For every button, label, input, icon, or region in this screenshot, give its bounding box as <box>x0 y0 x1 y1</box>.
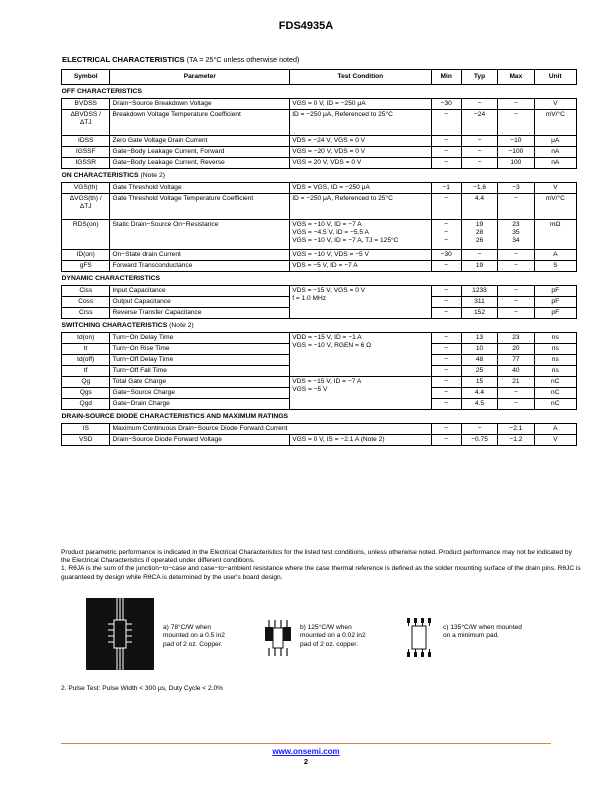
parameter-cell: Gate−Body Leakage Current, Reverse <box>110 158 290 169</box>
min-cell: − <box>431 424 461 435</box>
unit-cell: mV/°C <box>534 110 576 136</box>
table-title <box>62 55 299 64</box>
condition-cell <box>290 286 431 319</box>
condition-line: VGS = −10 V, ID = −7 A <box>292 221 362 228</box>
caption-line: on a minimum pad. <box>443 632 500 640</box>
symbol-cell: Qgd <box>62 399 110 410</box>
typ-cell <box>461 220 497 250</box>
section-note: (Note 2) <box>169 322 194 329</box>
typ-cell: −0.75 <box>461 435 497 446</box>
unit-cell: ns <box>534 366 576 377</box>
caption-line: pad of 2 oz. Copper. <box>163 640 223 648</box>
condition-cell: VDS = VGS, ID = −250 μA <box>290 183 431 194</box>
footer-divider <box>61 743 551 744</box>
unit-cell: pF <box>534 297 576 308</box>
condition-cell: VGS = −10 V, VDS = −5 V <box>290 250 431 261</box>
unit-cell: mV/°C <box>534 194 576 220</box>
unit-cell: nA <box>534 158 576 169</box>
table-row <box>62 194 577 220</box>
max-cell: 23 <box>498 333 534 344</box>
min-line: − <box>444 221 449 228</box>
so8-package-icon <box>404 617 434 659</box>
unit-cell: ns <box>534 344 576 355</box>
parameter-cell: Total Gate Charge <box>110 377 290 388</box>
table-row <box>62 286 577 297</box>
typ-cell: − <box>461 136 497 147</box>
typ-cell: − <box>461 147 497 158</box>
section-title: DYNAMIC CHARACTERISTICS <box>62 272 577 286</box>
max-cell: −2.1 <box>498 424 534 435</box>
max-cell: 77 <box>498 355 534 366</box>
typ-line: 19 <box>475 221 484 228</box>
min-cell: − <box>431 158 461 169</box>
typ-cell: 152 <box>461 308 497 319</box>
symbol-cell: tf <box>62 366 110 377</box>
min-cell: − <box>431 136 461 147</box>
condition-cell <box>290 377 431 410</box>
parameter-cell: Turn−Off Fall Time <box>110 366 290 377</box>
condition-cell: ID = −250 μA, Referenced to 25°C <box>290 110 431 136</box>
symbol-cell: td(off) <box>62 355 110 366</box>
table-row <box>62 99 577 110</box>
typ-cell: 4.5 <box>461 399 497 410</box>
col-typ: Typ <box>461 70 497 85</box>
table-row <box>62 261 577 272</box>
symbol-cell: Coss <box>62 297 110 308</box>
max-line: 35 <box>512 229 520 236</box>
table-row <box>62 136 577 147</box>
parameter-cell: Gate Threshold Voltage <box>110 183 290 194</box>
typ-cell: −24 <box>461 110 497 136</box>
min-cell: − <box>431 366 461 377</box>
symbol-cell: VGS(th) <box>62 183 110 194</box>
condition-line: VGS = −10 V, ID = −7 A, TJ = 125°C <box>292 237 399 244</box>
section-on <box>62 169 577 183</box>
caption-line: mounted on a 0.5 in2 <box>163 632 225 640</box>
part-number-header: FDS4935A <box>278 20 334 32</box>
typ-cell: − <box>461 250 497 261</box>
condition-cell: VGS = 0 V, IS = −2.1 A (Note 2) <box>290 435 431 446</box>
max-cell: − <box>498 250 534 261</box>
table-row <box>62 250 577 261</box>
min-cell: − <box>431 377 461 388</box>
parameter-cell: Input Capacitance <box>110 286 290 297</box>
typ-cell: − <box>461 99 497 110</box>
max-cell: − <box>498 286 534 297</box>
disclaimer-text: Product parametric performance is indicated in the Electrical Characteristics for the listed test conditions, unless otherwise noted. Product performance may not be indicated by the Electrical Characteristics if operated under different conditions. <box>61 549 572 565</box>
max-cell: −1.2 <box>498 435 534 446</box>
col-test-condition: Test Condition <box>290 70 431 85</box>
min-cell: −1 <box>431 183 461 194</box>
symbol-cell: BVDSS <box>62 99 110 110</box>
section-switching <box>62 319 577 333</box>
min-cell: − <box>431 308 461 319</box>
symbol-cell: IGSSF <box>62 147 110 158</box>
parameter-cell: Drain−Source Diode Forward Voltage <box>110 435 290 446</box>
pad-b-caption <box>300 624 366 649</box>
symbol-cell: Qg <box>62 377 110 388</box>
condition-line: VGS = −5 V <box>292 386 328 393</box>
max-cell: −100 <box>498 147 534 158</box>
pad-b-figure <box>262 618 294 658</box>
max-cell: − <box>498 308 534 319</box>
symbol-cell: Crss <box>62 308 110 319</box>
min-cell: − <box>431 194 461 220</box>
max-cell: − <box>498 99 534 110</box>
symbol-cell: Ciss <box>62 286 110 297</box>
parameter-cell: Forward Transconductance <box>110 261 290 272</box>
min-line: − <box>444 229 449 236</box>
symbol-cell: IDSS <box>62 136 110 147</box>
typ-cell: 10 <box>461 344 497 355</box>
unit-cell: pF <box>534 308 576 319</box>
caption-line: mounted on a 0.02 in2 <box>300 632 366 640</box>
pad-a-caption <box>163 624 225 649</box>
parameter-cell: On−State drain Current <box>110 250 290 261</box>
max-cell: 100 <box>498 158 534 169</box>
parameter-cell: Gate Threshold Voltage Temperature Coefficient <box>110 194 290 220</box>
table-title-main: ELECTRICAL CHARACTERISTICS <box>62 55 185 64</box>
typ-cell: −1.6 <box>461 183 497 194</box>
table-row <box>62 424 577 435</box>
condition-line: f = 1.0 MHz <box>292 295 327 302</box>
parameter-cell: Breakdown Voltage Temperature Coefficient <box>110 110 290 136</box>
table-row <box>62 158 577 169</box>
parameter-cell: Zero Gate Voltage Drain Current <box>110 136 290 147</box>
parameter-cell: Gate−Source Charge <box>110 388 290 399</box>
symbol-cell: ID(on) <box>62 250 110 261</box>
symbol-cell: Qgs <box>62 388 110 399</box>
unit-cell: A <box>534 250 576 261</box>
max-line: 34 <box>512 237 520 244</box>
max-cell: − <box>498 399 534 410</box>
min-cell: − <box>431 388 461 399</box>
symbol-cell: gFS <box>62 261 110 272</box>
table-row <box>62 435 577 446</box>
typ-cell: 15 <box>461 377 497 388</box>
caption-line: b) 125°C/W when <box>300 624 352 631</box>
symbol-cell: RDS(on) <box>62 220 110 250</box>
section-title: SWITCHING CHARACTERISTICS <box>61 322 168 329</box>
unit-cell: μA <box>534 136 576 147</box>
col-unit: Unit <box>534 70 576 85</box>
table-row <box>62 147 577 158</box>
parameter-cell: Turn−On Rise Time <box>110 344 290 355</box>
parameter-cell: Maximum Continuous Drain−Source Diode Forward Current <box>110 424 431 435</box>
unit-cell: V <box>534 99 576 110</box>
typ-cell: − <box>461 158 497 169</box>
col-max: Max <box>498 70 534 85</box>
condition-cell: ID = −250 μA, Referenced to 25°C <box>290 194 431 220</box>
min-cell: − <box>431 399 461 410</box>
unit-cell: V <box>534 183 576 194</box>
parameter-cell: Turn−On Delay Time <box>110 333 290 344</box>
parameter-cell: Turn−Off Delay Time <box>110 355 290 366</box>
max-cell: −3 <box>498 183 534 194</box>
section-title: ON CHARACTERISTICS <box>61 172 139 179</box>
typ-cell: 13 <box>461 333 497 344</box>
parameter-cell: Output Capacitance <box>110 297 290 308</box>
table-row <box>62 333 577 344</box>
max-cell <box>498 220 534 250</box>
footer-website-link[interactable]: www.onsemi.com <box>272 747 340 756</box>
section-diode <box>62 410 577 424</box>
unit-cell: V <box>534 435 576 446</box>
condition-cell: VGS = 0 V, ID = −250 μA <box>290 99 431 110</box>
max-cell: − <box>498 297 534 308</box>
unit-cell: A <box>534 424 576 435</box>
unit-cell: mΩ <box>534 220 576 250</box>
condition-line: VGS = −4.5 V, ID = −5.5 A <box>292 229 369 236</box>
typ-cell: − <box>461 424 497 435</box>
caption-line: pad of 2 oz. copper. <box>300 640 358 648</box>
min-cell: − <box>431 344 461 355</box>
min-cell <box>431 220 461 250</box>
unit-cell: nA <box>534 147 576 158</box>
condition-line: VDS = −15 V, VGS = 0 V <box>292 287 366 294</box>
min-line: − <box>444 237 449 244</box>
caption-line: a) 78°C/W when <box>163 624 212 631</box>
condition-cell: VGS = 20 V, VDS = 0 V <box>290 158 431 169</box>
condition-cell: VDS = −24 V, VGS = 0 V <box>290 136 431 147</box>
table-title-conditions: (TA = 25°C unless otherwise noted) <box>186 55 300 64</box>
parameter-cell: Gate−Body Leakage Current, Forward <box>110 147 290 158</box>
condition-cell: VGS = −20 V, VDS = 0 V <box>290 147 431 158</box>
typ-line: 28 <box>475 229 484 236</box>
electrical-characteristics-table <box>61 69 577 446</box>
condition-cell: VDS = −5 V, ID = −7 A <box>290 261 431 272</box>
typ-cell: 48 <box>461 355 497 366</box>
typ-cell: 4.4 <box>461 194 497 220</box>
parameter-cell: Gate−Drain Charge <box>110 399 290 410</box>
condition-line: VGS = −10 V, RGEN = 6 Ω <box>292 342 372 349</box>
min-cell: −30 <box>431 250 461 261</box>
section-dynamic <box>62 272 577 286</box>
symbol-cell: IS <box>62 424 110 435</box>
max-cell: 21 <box>498 377 534 388</box>
symbol-cell: ΔBVDSS / ΔTJ <box>62 110 110 136</box>
condition-line: VDS = −15 V, ID = −7 A <box>292 378 362 385</box>
pad-c-caption <box>443 624 522 641</box>
symbol-cell: VSD <box>62 435 110 446</box>
typ-cell: 311 <box>461 297 497 308</box>
max-cell: −10 <box>498 136 534 147</box>
min-cell: − <box>431 147 461 158</box>
table-row <box>62 220 577 250</box>
condition-line: VDD = −15 V, ID = −1 A <box>292 334 362 341</box>
typ-line: 26 <box>475 237 484 244</box>
max-cell: 40 <box>498 366 534 377</box>
max-line: 23 <box>512 221 520 228</box>
symbol-cell: ΔVGS(th) / ΔTJ <box>62 194 110 220</box>
typ-cell: 1233 <box>461 286 497 297</box>
unit-cell: nC <box>534 388 576 399</box>
parameter-cell: Static Drain−Source On−Resistance <box>110 220 290 250</box>
typ-cell: 4.4 <box>461 388 497 399</box>
min-cell: − <box>431 435 461 446</box>
max-cell: − <box>498 388 534 399</box>
col-min: Min <box>431 70 461 85</box>
min-cell: − <box>431 110 461 136</box>
section-title: DRAIN-SOURCE DIODE CHARACTERISTICS AND MAXIMUM RATINGS <box>62 410 577 424</box>
table-row <box>62 377 577 388</box>
min-cell: − <box>431 286 461 297</box>
condition-cell <box>290 220 431 250</box>
max-cell: − <box>498 110 534 136</box>
note-1: 1. RθJA is the sum of the junction−to−case and case−to−ambient resistance where the case thermal reference is defined as the solder mounting surface of the drain pins. RθJC is guaranteed by design while RθCA is determined by the user's board design. <box>61 565 581 581</box>
condition-cell <box>290 333 431 377</box>
typ-cell: 19 <box>461 261 497 272</box>
unit-cell: nC <box>534 377 576 388</box>
table-header-row <box>62 70 577 85</box>
symbol-cell: td(on) <box>62 333 110 344</box>
typ-cell: 25 <box>461 366 497 377</box>
unit-cell: ns <box>534 333 576 344</box>
pad-c-figure <box>404 617 434 659</box>
unit-cell: pF <box>534 286 576 297</box>
table-row <box>62 110 577 136</box>
min-cell: − <box>431 261 461 272</box>
unit-cell: ns <box>534 355 576 366</box>
max-cell: − <box>498 194 534 220</box>
unit-cell: nC <box>534 399 576 410</box>
symbol-cell: IGSSR <box>62 158 110 169</box>
table-row <box>62 183 577 194</box>
col-symbol: Symbol <box>62 70 110 85</box>
footnotes <box>61 549 581 582</box>
max-cell: 20 <box>498 344 534 355</box>
symbol-cell: tr <box>62 344 110 355</box>
pad-a-figure <box>86 598 154 670</box>
min-cell: −30 <box>431 99 461 110</box>
parameter-cell: Reverse Transfer Capacitance <box>110 308 290 319</box>
note-2: 2. Pulse Test: Pulse Width < 300 μs, Duty Cycle < 2.0% <box>61 685 224 692</box>
parameter-cell: Drain−Source Breakdown Voltage <box>110 99 290 110</box>
section-title: OFF CHARACTERISTICS <box>62 85 577 99</box>
unit-cell: S <box>534 261 576 272</box>
section-note: (Note 2) <box>140 172 165 179</box>
min-cell: − <box>431 355 461 366</box>
caption-line: c) 135°C/W when mounted <box>443 624 522 631</box>
max-cell: − <box>498 261 534 272</box>
col-parameter: Parameter <box>110 70 290 85</box>
min-cell: − <box>431 297 461 308</box>
min-cell: − <box>431 333 461 344</box>
section-off <box>62 85 577 99</box>
so8-package-icon <box>86 598 154 670</box>
page-number: 2 <box>303 757 309 766</box>
so8-package-icon <box>262 618 294 658</box>
